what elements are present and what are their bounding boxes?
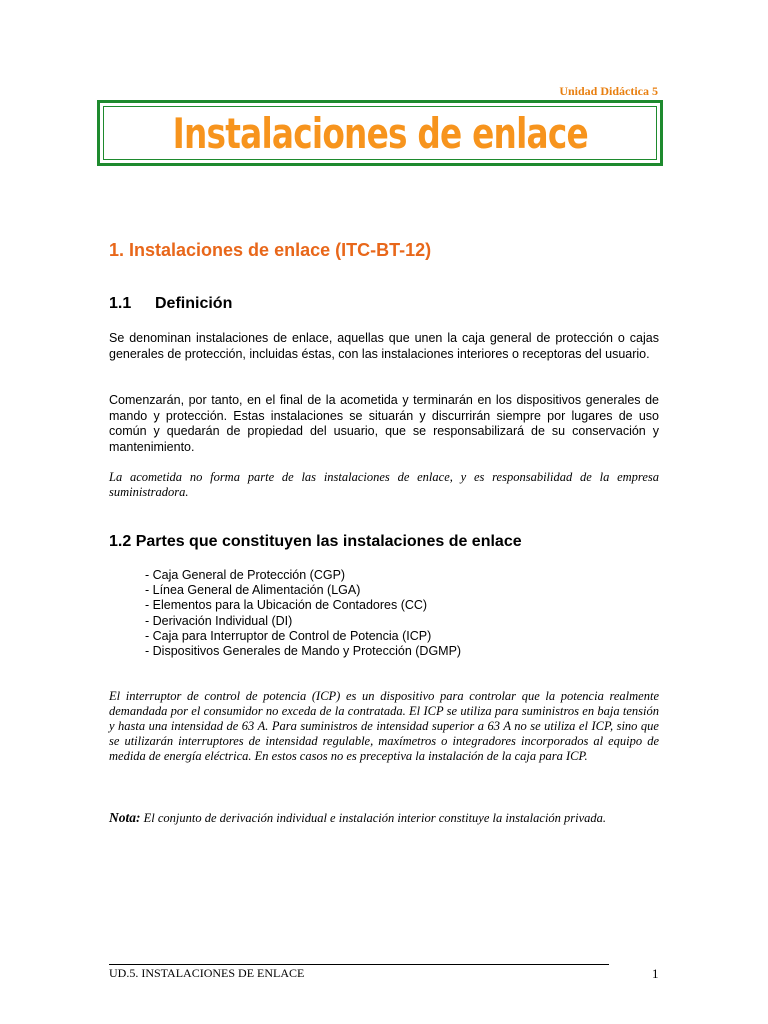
unit-label: Unidad Didáctica 5: [559, 84, 658, 98]
title-box-inner: [103, 106, 657, 160]
footer-divider: [109, 964, 609, 965]
section-1-1-title: Definición: [155, 295, 233, 312]
list-item: - Elementos para la Ubicación de Contadores (CC): [145, 598, 428, 613]
definition-paragraph-2: Comenzarán, por tanto, en el final de la acometida y terminarán en los dispositivos generales de mando y protección. Estas instalaciones se situarán y discurrirán siempre por lugares de uso común y quedarán de propiedad del usuario, que se responsabilizará de su conservación y mantenimiento.: [109, 393, 659, 454]
page-number: 1: [652, 966, 659, 981]
parts-list: [109, 568, 659, 659]
nota-paragraph: [109, 810, 659, 826]
nota-text: El conjunto de derivación individual e instalación interior constituye la instalación privada.: [143, 811, 607, 825]
footer-text: UD.5. INSTALACIONES DE ENLACE: [109, 966, 305, 980]
section-1-1-heading: [109, 295, 659, 313]
list-item: - Línea General de Alimentación (LGA): [145, 583, 361, 598]
list-item: - Dispositivos Generales de Mando y Protección (DGMP): [145, 644, 462, 659]
list-item: - Caja para Interruptor de Control de Potencia (ICP): [145, 628, 432, 643]
page-title: Instalaciones de enlace: [172, 108, 588, 158]
list-item: - Derivación Individual (DI): [145, 613, 293, 628]
nota-label: Nota:: [109, 810, 141, 825]
acometida-note: La acometida no forma parte de las instalaciones de enlace, y es responsabilidad de la empresa suministradora.: [109, 470, 659, 499]
list-item: - Caja General de Protección (CGP): [145, 568, 346, 582]
section-1-1-number: 1.1: [109, 295, 132, 312]
title-box: [97, 100, 663, 166]
definition-paragraph-1: Se denominan instalaciones de enlace, aquellas que unen la caja general de protección o cajas generales de protección, incluidas éstas, con las instalaciones interiores o receptoras del usuario.: [109, 331, 659, 361]
icp-paragraph: El interruptor de control de potencia (ICP) es un dispositivo para controlar que la potencia realmente demandada por el consumidor no exceda de la contratada. El ICP se utiliza para suministros en baja tensión y hasta una intensidad de 63 A. Para suministros de intensidad superior a 63 A no se utiliza el ICP, sino que se utilizarán interruptores de intensidad regulable, maxímetros o integradores incorporados al equipo de medida de energía eléctrica. En estos casos no es preceptiva la instalación de la caja para ICP.: [109, 689, 659, 763]
section-1-2-heading: 1.2 Partes que constituyen las instalaciones de enlace: [109, 533, 522, 550]
section-1-heading: 1. Instalaciones de enlace (ITC-BT-12): [109, 240, 432, 260]
